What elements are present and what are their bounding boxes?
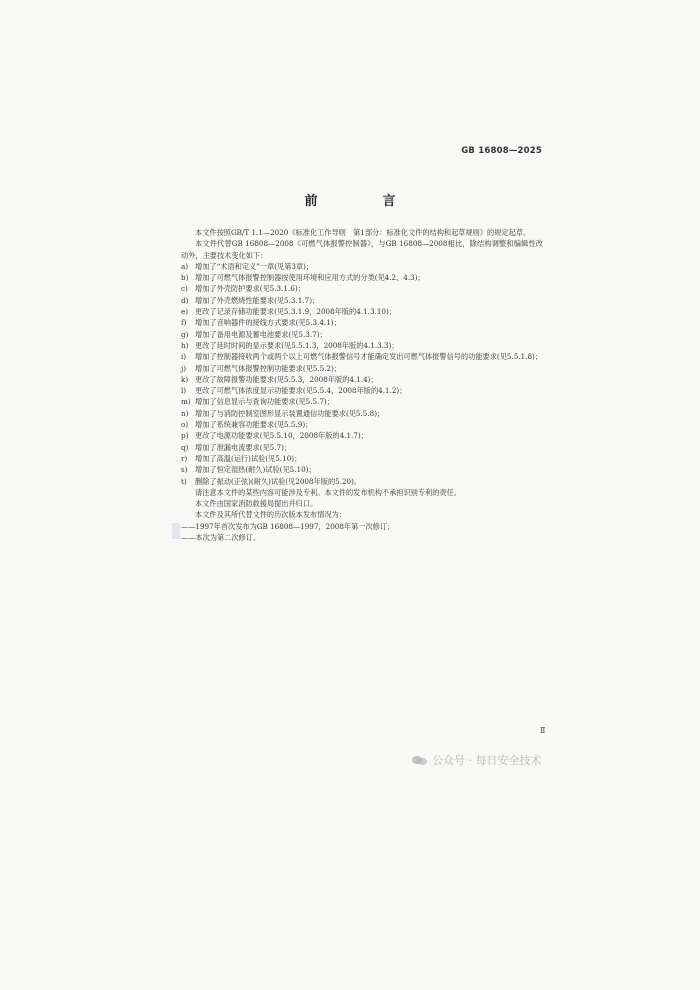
list-item — [181, 430, 543, 441]
list-marker: c) — [181, 284, 188, 294]
list-item — [181, 317, 543, 328]
list-item-text: 更改了延时时间的显示要求(见5.5.1.3，2008年版的4.1.3.3)； — [195, 340, 399, 350]
list-item-text: 增加了与消防控制室图形显示装置通信功能要求(见5.5.8)； — [195, 408, 385, 418]
changes-list — [181, 261, 543, 487]
list-item — [181, 329, 543, 340]
list-item-text: 增加了备用电源及蓄电池要求(见5.3.7)； — [195, 329, 327, 339]
list-item — [181, 283, 543, 294]
list-item — [181, 442, 543, 453]
proposer-statement: 本文件由国家消防救援局提出并归口。 — [195, 499, 318, 509]
list-marker: r) — [181, 453, 188, 463]
list-item-text: 更改了故障报警功能要求(见5.5.3，2008年版的4.1.4)； — [195, 374, 378, 384]
list-item — [181, 396, 543, 407]
list-marker: i) — [181, 352, 187, 362]
list-item — [181, 306, 543, 317]
list-item-text: 增加了音响器件的接线方式要求(见5.3.4.1)； — [195, 318, 341, 328]
list-marker: d) — [181, 295, 189, 305]
intro-paragraph: 本文件按照GB/T 1.1—2020《标准化工作导则 第1部分：标准化文件的结构和起草规则》的规定起草。 — [195, 228, 531, 237]
list-item-text: 更改了可燃气体浓度显示功能要求(见5.5.4，2008年版的4.1.2)； — [195, 386, 407, 396]
list-item-text: 增加了控制器接收两个或两个以上可燃气体报警信号才能确定发出可燃气体报警信号的功能要求(见5.5.1.8)； — [195, 352, 543, 362]
list-item-text: 增加了泄漏电流要求(见5.7)； — [195, 442, 292, 452]
list-item — [181, 340, 543, 351]
list-item — [181, 261, 543, 272]
list-item-text: 增加了系统兼容功能要求(见5.5.9)； — [195, 420, 313, 430]
list-item — [181, 453, 543, 464]
list-item — [181, 272, 543, 283]
page-number: Ⅱ — [540, 726, 546, 735]
list-item-text: 更改了电源功能要求(见5.5.10，2008年版的4.1.7)； — [195, 431, 368, 441]
list-item-text: 更改了记录存储功能要求(见5.3.1.9，2008年版的4.1.3.10)； — [195, 307, 396, 317]
list-item-text: 增加了可燃气体报警控制功能要求(见5.5.2)； — [195, 363, 342, 373]
list-item-text: 删除了振动(正弦)(耐久)试验(见2008年版的5.20)。 — [195, 476, 362, 486]
list-marker: k) — [181, 374, 189, 384]
list-item-text: 增加了恒定湿热(耐久)试验(见5.10)； — [195, 465, 316, 475]
list-item — [181, 419, 543, 430]
standard-code: GB 16808—2025 — [461, 146, 542, 156]
list-marker: g) — [181, 329, 189, 339]
list-marker: h) — [181, 340, 189, 350]
page-title: 前 言 — [304, 194, 422, 209]
list-marker: a) — [181, 261, 189, 271]
scan-mark — [172, 523, 180, 539]
list-item — [181, 295, 543, 306]
list-item — [181, 374, 543, 385]
list-item-text: 增加了信息显示与查询功能要求(见5.5.7)； — [195, 397, 334, 407]
list-marker: p) — [181, 431, 189, 441]
list-marker: e) — [181, 307, 189, 317]
wechat-icon — [412, 754, 428, 766]
history-item: ——1997年首次发布为GB 16808—1997，2008年第一次修订； — [181, 521, 395, 531]
list-marker: t) — [181, 476, 187, 486]
list-marker: n) — [181, 408, 189, 418]
list-marker: f) — [181, 318, 187, 328]
list-item-text: 增加了“术语和定义”一章(见第3章)； — [195, 261, 314, 271]
history-item: ——本次为第二次修订。 — [181, 533, 261, 543]
history-intro: 本文件及其所代替文件的历次版本发布情况为： — [195, 510, 346, 520]
list-item-text: 增加了外壳防护要求(见5.3.1.6)； — [195, 284, 305, 294]
list-marker: j) — [181, 363, 187, 373]
intro-paragraph: 本文件代替GB 16808—2008《可燃气体报警控制器》，与GB 16808—2008相比，除结构调整和编辑性改动外，主要技术变化如下： — [181, 239, 543, 260]
list-marker: q) — [181, 442, 189, 452]
list-item-text: 增加了高温(运行)试验(见5.10)； — [195, 453, 302, 463]
list-item — [181, 351, 543, 362]
list-item — [181, 464, 543, 475]
list-item-text: 增加了外壳燃烧性能要求(见5.3.1.7)； — [195, 295, 320, 305]
patent-notice: 请注意本文件的某些内容可能涉及专利。本文件的发布机构不承担识别专利的责任。 — [195, 487, 461, 497]
list-marker: o) — [181, 420, 189, 430]
list-marker: l) — [181, 386, 187, 396]
list-marker: b) — [181, 273, 189, 283]
list-marker: m) — [181, 397, 191, 407]
watermark — [412, 752, 542, 768]
list-item — [181, 385, 543, 396]
list-marker: s) — [181, 465, 188, 475]
foreword-body — [181, 227, 543, 543]
list-item — [181, 476, 543, 487]
list-item — [181, 408, 543, 419]
list-item — [181, 363, 543, 374]
list-item-text: 增加了可燃气体报警控制器按使用环境和应用方式的分类(见4.2、4.3)； — [195, 273, 425, 283]
watermark-text: 公众号 · 每日安全技术 — [432, 754, 542, 767]
